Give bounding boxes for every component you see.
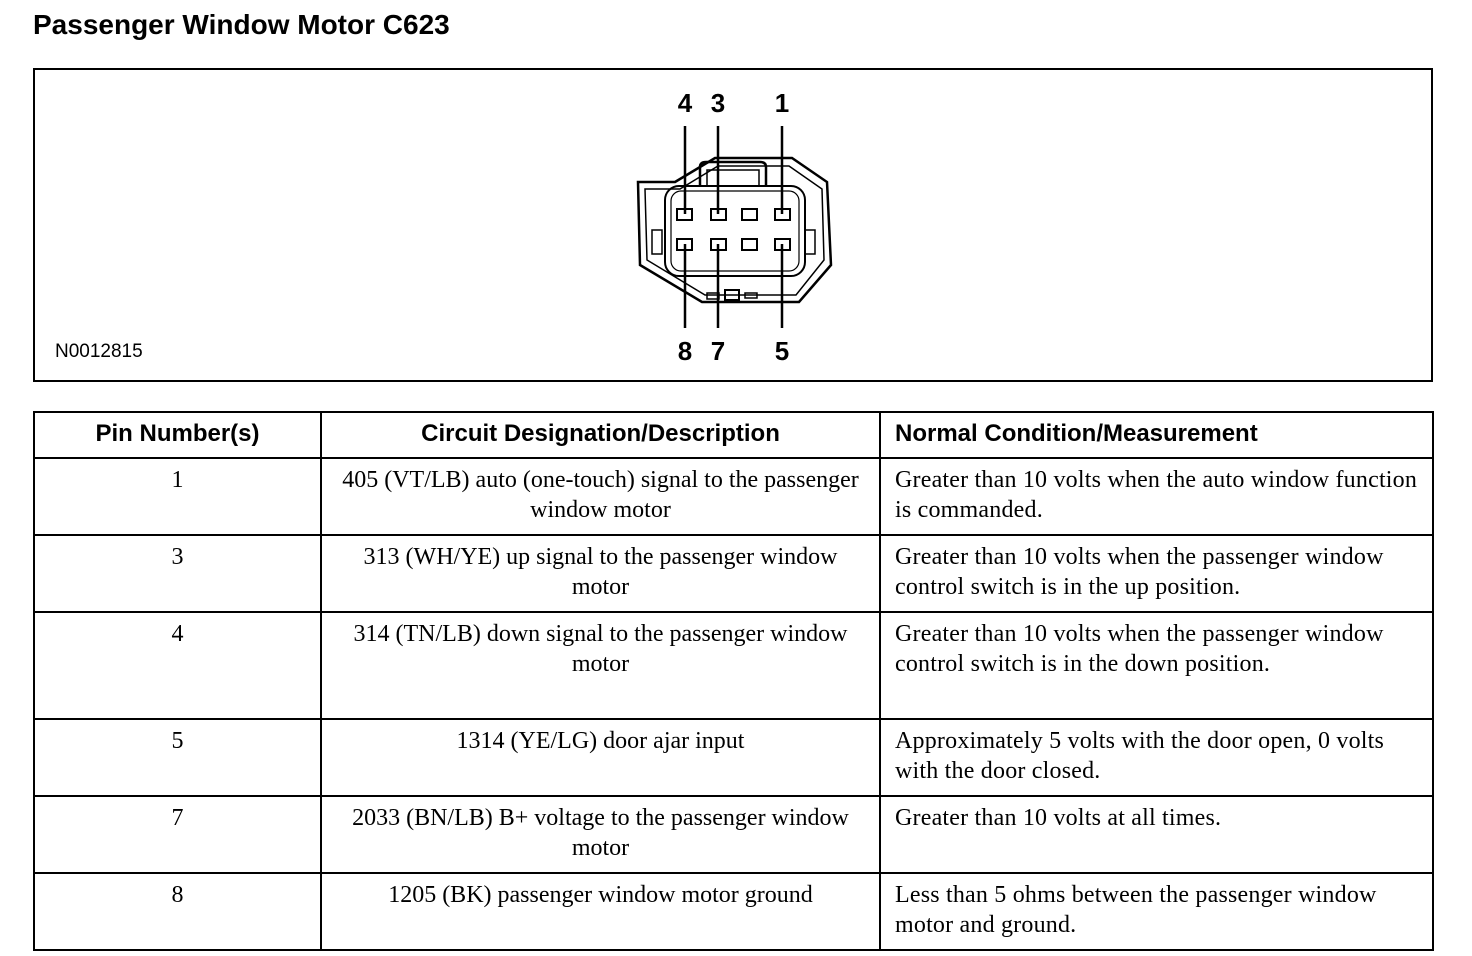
terminal-2 <box>742 209 757 220</box>
header-normal-condition: Normal Condition/Measurement <box>880 412 1433 458</box>
circuit-cell: 1205 (BK) passenger window motor ground <box>321 873 880 950</box>
header-circuit-designation: Circuit Designation/Description <box>321 412 880 458</box>
condition-cell: Less than 5 ohms between the passenger window motor and ground. <box>880 873 1433 950</box>
circuit-cell: 314 (TN/LB) down signal to the passenger window motor <box>321 612 880 719</box>
table-row <box>34 458 1433 535</box>
table-row <box>34 535 1433 612</box>
pin-table <box>33 411 1434 951</box>
table-row <box>34 612 1433 719</box>
table-row <box>34 796 1433 873</box>
pin-number-cell: 4 <box>34 612 321 719</box>
pin-label-8: 8 <box>677 336 693 366</box>
pin-number-cell: 5 <box>34 719 321 796</box>
pin-number-cell: 3 <box>34 535 321 612</box>
condition-cell: Greater than 10 volts when the auto window function is commanded. <box>880 458 1433 535</box>
condition-cell: Approximately 5 volts with the door open, 0 volts with the door closed. <box>880 719 1433 796</box>
pin-label-7: 7 <box>710 336 726 366</box>
condition-cell: Greater than 10 volts when the passenger window control switch is in the down position. <box>880 612 1433 719</box>
pin-number-cell: 7 <box>34 796 321 873</box>
pin-label-1: 1 <box>774 88 790 118</box>
connector-outer-shell <box>638 158 831 302</box>
table-row <box>34 873 1433 950</box>
figure-id: N0012815 <box>55 341 143 362</box>
connector-diagram <box>35 70 1431 380</box>
circuit-cell: 405 (VT/LB) auto (one-touch) signal to the passenger window motor <box>321 458 880 535</box>
header-pin-numbers: Pin Number(s) <box>34 412 321 458</box>
circuit-cell: 313 (WH/YE) up signal to the passenger window motor <box>321 535 880 612</box>
page-title: Passenger Window Motor C623 <box>33 9 450 40</box>
pin-number-cell: 8 <box>34 873 321 950</box>
pin-number-cell: 1 <box>34 458 321 535</box>
condition-cell: Greater than 10 volts when the passenger window control switch is in the up position. <box>880 535 1433 612</box>
table-header-row <box>34 412 1433 458</box>
circuit-cell: 2033 (BN/LB) B+ voltage to the passenger window motor <box>321 796 880 873</box>
condition-cell: Greater than 10 volts at all times. <box>880 796 1433 873</box>
terminal-6 <box>742 239 757 250</box>
table-row <box>34 719 1433 796</box>
pin-label-5: 5 <box>774 336 790 366</box>
connector-figure <box>33 68 1433 382</box>
pin-label-4: 4 <box>677 88 693 118</box>
circuit-cell: 1314 (YE/LG) door ajar input <box>321 719 880 796</box>
pin-label-3: 3 <box>710 88 726 118</box>
